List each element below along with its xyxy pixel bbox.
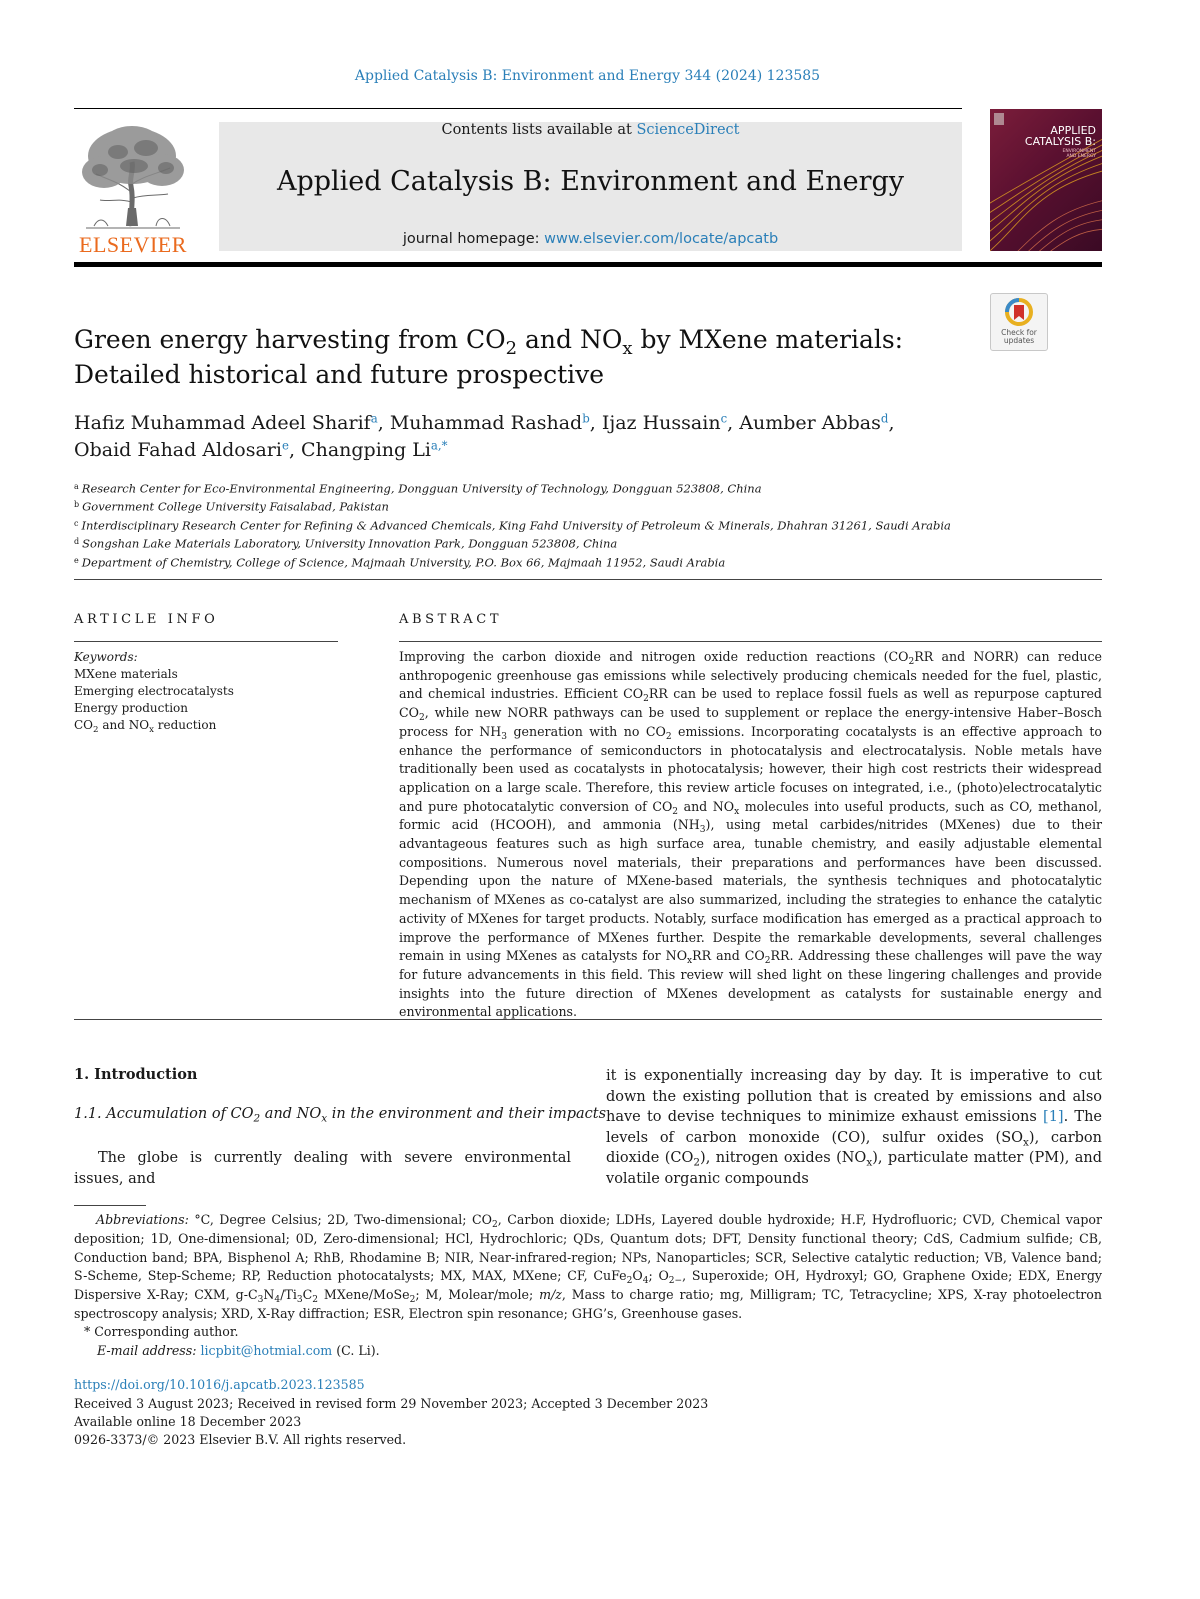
author-name: Hafiz Muhammad Adeel Sharif bbox=[74, 412, 371, 434]
abbr-part: MXene/MoSe bbox=[318, 1287, 410, 1303]
abbr-part: ; M, Molear/mole; bbox=[415, 1287, 540, 1303]
abbr-part: , Superoxide; OH, Hydroxyl; GO, Graphene Oxide; EDX, Energy Dispersive X-Ray; CXM, g-C bbox=[74, 1268, 1102, 1303]
contents-prefix: Contents lists available at bbox=[441, 122, 637, 138]
affiliation-text: Interdisciplinary Research Center for Refining & Advanced Chemicals, King Fahd University of Petroleum & Minerals, Dhahran 31261, Saudi Arabia bbox=[81, 518, 951, 533]
abbr-part: °C, Degree Celsius; 2D, Two-dimensional; CO bbox=[188, 1212, 492, 1227]
abstract-part: RR and NORR) can reduce anthropogenic greenhouse gas emissions while selectively producing chemicals needed for the fuel, plastic, and chemical industries. Efficient CO bbox=[399, 649, 1102, 702]
abstract-subscript: 2 bbox=[643, 694, 649, 705]
abbr-part: , Carbon dioxide; LDHs, Layered double hydroxide; H.F, Hydrofluoric; CVD, Chemical vapor deposition; 1D, One-dimensional; 0D, Zero-dimensional; HCl, Hydrochloric; QDs, Quantum dots; DFT, Density functional theory; CdS, Cadmium sulfide; CB, Conduction band; BPA, Bisphenol A; RhB, Rhodamine B; NIR, Near-infrared-region; NPs, Nanoparticles; SCR, Selective catalytic reduction; VB, Valence band; S-Scheme, Step-Scheme; RP, Reduction photocatalysts; MX, MAX, MXene; CF, CuFe bbox=[74, 1212, 1103, 1284]
abbreviations-label: Abbreviations: bbox=[96, 1212, 189, 1227]
affiliation-label: a bbox=[74, 482, 79, 491]
abstract-heading: ABSTRACT bbox=[399, 612, 503, 627]
abstract-part: RR and CO bbox=[692, 948, 765, 964]
keyword-part: CO bbox=[74, 718, 94, 732]
affiliation-item bbox=[74, 497, 1074, 515]
affiliation-text: Songshan Lake Materials Laboratory, University Innovation Park, Dongguan 523808, China bbox=[82, 536, 618, 551]
abbr-subscript: 2 bbox=[626, 1276, 633, 1287]
affiliation-text: Government College University Faisalabad, Pakistan bbox=[82, 499, 389, 514]
abbr-part: m/z bbox=[539, 1287, 562, 1303]
homepage-prefix: journal homepage: bbox=[402, 231, 545, 247]
intro-part: ), nitrogen oxides (NO bbox=[700, 1150, 867, 1167]
check-updates-icon bbox=[1005, 298, 1033, 328]
abstract-subscript: 2 bbox=[665, 731, 672, 742]
title-subscript: x bbox=[622, 337, 633, 359]
keywords-label: Keywords: bbox=[74, 650, 138, 664]
affiliation-link[interactable]: e bbox=[281, 438, 289, 453]
intro-part: ), carbon dioxide (CO bbox=[606, 1129, 1102, 1167]
corresponding-author-note: * Corresponding author. bbox=[84, 1324, 239, 1339]
affiliation-item bbox=[74, 534, 1074, 552]
journal-title: Applied Catalysis B: Environment and Energy bbox=[276, 166, 905, 197]
intro-part: . The levels of carbon monoxide (CO), sulfur oxides (SO bbox=[606, 1109, 1103, 1146]
author-separator: , bbox=[288, 439, 302, 461]
affiliation-label: e bbox=[74, 555, 79, 565]
author-separator: , bbox=[589, 412, 602, 434]
title-part: by MXene materials: Detailed historical and future prospective bbox=[74, 325, 904, 389]
abbr-part: , Mass to charge ratio; mg, Milligram; TC, Tetracycline; XPS, X-ray photoelectron spectroscopy analysis; XRD, X-Ray diffraction; ESR, Electron spin resonance; GHG’s, Greenhouse gases. bbox=[74, 1287, 1102, 1321]
author-name: Changping Li bbox=[301, 439, 431, 461]
subheading-part: 1.1. Accumulation of CO bbox=[74, 1106, 254, 1122]
affiliation-label: d bbox=[74, 537, 80, 547]
abstract-subscript: 2 bbox=[418, 713, 425, 723]
abstract-part: emissions. Incorporating cocatalysts is an effective approach to enhance the performance of semiconductors in photocatalysis and electrocatalysis. Noble metals have traditionally been used as cocatalysts in photocatalysis; however, their high cost restricts their widespread application on a large scale. Therefore, this review article focuses on integrated, i.e., (photo)electrocatalytic and pure photocatalytic conversion of CO bbox=[399, 723, 1102, 814]
elsevier-wordmark: ELSEVIER bbox=[79, 232, 187, 257]
affiliation-link[interactable]: b bbox=[582, 411, 590, 426]
abstract-subscript: x bbox=[734, 806, 740, 817]
title-part: Green energy harvesting from CO bbox=[74, 325, 506, 354]
subheading-subscript: x bbox=[321, 1112, 328, 1125]
abbr-subscript: 2 bbox=[492, 1219, 498, 1230]
running-head[interactable]: Applied Catalysis B: Environment and Energy 344 (2024) 123585 bbox=[354, 68, 821, 84]
header-thick-rule bbox=[74, 262, 1102, 267]
subheading-part: in the environment and their impacts bbox=[327, 1106, 607, 1122]
abbr-subscript: 3 bbox=[296, 1295, 303, 1306]
abbr-subscript: 3 bbox=[257, 1295, 264, 1306]
intro-subscript: x bbox=[866, 1156, 873, 1169]
subsection-heading bbox=[74, 1106, 607, 1125]
intro-paragraph-left: The globe is currently dealing with severe environmental issues, and bbox=[74, 1150, 571, 1187]
keyword-item bbox=[74, 717, 344, 734]
check-updates-label bbox=[991, 329, 1047, 345]
article-info-heading: ARTICLE INFO bbox=[74, 612, 219, 627]
affiliation-text: Department of Chemistry, College of Science, Majmaah University, P.O. Box 66, Majmaah 11952, Saudi Arabia bbox=[81, 555, 726, 570]
email-line bbox=[97, 1343, 380, 1358]
intro-part: ), particulate matter (PM), and volatile organic compounds bbox=[606, 1150, 1102, 1187]
cover-title-line-2: CATALYSIS B: bbox=[1024, 135, 1096, 148]
keyword-part: reduction bbox=[153, 718, 217, 732]
cover-title bbox=[996, 125, 1096, 147]
affiliation-link[interactable]: a,* bbox=[430, 438, 448, 453]
homepage-link[interactable]: www.elsevier.com/locate/apcatb bbox=[544, 231, 779, 247]
author-separator: , bbox=[888, 412, 895, 434]
abbr-subscript: 4 bbox=[274, 1295, 281, 1306]
affiliation-link[interactable]: c bbox=[720, 411, 728, 426]
abstract-part: and NO bbox=[678, 798, 735, 814]
affiliation-text: Research Center for Eco-Environmental Engineering, Dongguan University of Technology, Dongguan 523808, China bbox=[81, 481, 762, 496]
abstract-part: molecules into useful products, such as CO, methanol, formic acid (HCOOH), and ammonia (NH bbox=[399, 798, 1102, 833]
cover-subtitle-line-1: ENVIRONMENT bbox=[1062, 149, 1096, 154]
abstract-end-rule bbox=[74, 1019, 1102, 1020]
reference-link[interactable]: [1] bbox=[1043, 1109, 1064, 1126]
copyright-line: 0926-3373/© 2023 Elsevier B.V. All rights reserved. bbox=[74, 1432, 407, 1447]
abstract-part: RR can be used to replace fossil fuels as well as repurpose captured CO bbox=[399, 686, 1102, 721]
keyword-subscript: 2 bbox=[93, 724, 99, 735]
affiliation-item bbox=[74, 516, 1074, 534]
cover-subtitle-line-2: AND ENERGY bbox=[1066, 154, 1096, 159]
email-suffix: (C. Li). bbox=[332, 1343, 380, 1358]
affiliation-label: c bbox=[74, 518, 79, 528]
email-label: E-mail address: bbox=[97, 1343, 197, 1358]
section-heading-introduction: 1. Introduction bbox=[74, 1066, 198, 1083]
check-for-updates-badge[interactable] bbox=[990, 293, 1048, 351]
affiliations-rule bbox=[74, 579, 1102, 580]
journal-cover[interactable] bbox=[990, 109, 1102, 251]
abbr-subscript: 2 bbox=[312, 1295, 319, 1306]
abstract-part: RR. Addressing these challenges will pave the way for future advancements in this field. This review will shed light on these lingering challenges and provide insights into the future direction of MXenes development as catalysts for sustainable energy and environmental applications. bbox=[399, 948, 1102, 1020]
subheading-part: and NO bbox=[260, 1106, 322, 1122]
article-info-rule bbox=[74, 641, 338, 642]
abbr-part: ; O bbox=[648, 1268, 669, 1284]
author-name: Aumber Abbas bbox=[739, 412, 881, 434]
abstract-subscript: 2 bbox=[908, 656, 915, 667]
abbr-subscript: 4 bbox=[642, 1276, 649, 1287]
abbr-part: /Ti bbox=[280, 1287, 297, 1303]
affiliations bbox=[74, 479, 1074, 571]
title-subscript: 2 bbox=[505, 337, 518, 359]
keyword-subscript: x bbox=[149, 724, 154, 735]
abbr-subscript: 2 bbox=[409, 1295, 416, 1306]
author-list bbox=[74, 410, 1034, 464]
affiliation-link[interactable]: a bbox=[370, 411, 378, 426]
author-separator: , bbox=[377, 412, 390, 434]
abstract-subscript: x bbox=[687, 956, 693, 967]
affiliation-item bbox=[74, 479, 1074, 497]
check-updates-line-2: updates bbox=[1003, 336, 1035, 345]
intro-paragraph-right bbox=[606, 1066, 1102, 1190]
keyword-item: Energy production bbox=[74, 701, 188, 715]
cover-subtitle bbox=[1063, 149, 1097, 159]
abstract-rule bbox=[399, 641, 1102, 642]
title-part: and NO bbox=[517, 325, 623, 354]
author-separator: , bbox=[727, 412, 740, 434]
abstract-part: , while new NORR pathways can be used to supplement or replace the energy-intensive Haber–Bosch process for NH bbox=[399, 705, 1102, 739]
footnote-rule bbox=[74, 1205, 146, 1206]
keyword-item: Emerging electrocatalysts bbox=[74, 684, 234, 698]
contents-line bbox=[219, 122, 962, 138]
cover-title-line-1: APPLIED bbox=[1050, 124, 1096, 137]
abbr-part: C bbox=[302, 1287, 313, 1303]
keywords-block bbox=[74, 649, 344, 734]
check-updates-line-1: Check for bbox=[1001, 328, 1037, 337]
doi-link[interactable]: https://doi.org/10.1016/j.apcatb.2023.123585 bbox=[74, 1377, 365, 1392]
abstract-subscript: 2 bbox=[764, 956, 771, 967]
abbr-subscript: 2− bbox=[668, 1276, 683, 1287]
abstract-subscript: 2 bbox=[672, 806, 679, 817]
email-link[interactable]: licpbit@hotmial.com bbox=[200, 1343, 333, 1358]
keyword-part: and NO bbox=[98, 718, 150, 732]
abstract-part: generation with no CO bbox=[507, 723, 666, 739]
abstract-part: ), using metal carbides/nitrides (MXenes) due to their advantageous features such as high surface area, tunable chemistry, and easily adjustable elemental compositions. Numerous novel materials, their preparations and performances have been discussed. Depending upon the nature of MXene-based materials, the synthesis techniques and photocatalytic mechanism of MXenes as co-catalyst are also summarized, including the strategies to enhance the catalytic activity of MXenes for target products. Notably, surface modification has emerged as a practical approach to improve the performance of MXenes further. Despite the remarkable developments, several challenges remain in using MXenes as catalysts for NO bbox=[399, 817, 1102, 964]
affiliation-link[interactable]: d bbox=[880, 411, 889, 426]
abbr-part: N bbox=[263, 1287, 275, 1303]
author-name: Ijaz Hussain bbox=[601, 412, 721, 434]
header-rule bbox=[74, 108, 962, 109]
abstract-part: Improving the carbon dioxide and nitrogen oxide reduction reactions (CO bbox=[399, 649, 909, 664]
intro-subscript: 2 bbox=[693, 1156, 701, 1169]
abbreviations-footnote bbox=[74, 1211, 1102, 1324]
keyword-item: MXene materials bbox=[74, 667, 178, 681]
received-dates: Received 3 August 2023; Received in revised form 29 November 2023; Accepted 3 December 2023 bbox=[74, 1396, 709, 1411]
article-title bbox=[74, 322, 974, 392]
author-name: Muhammad Rashad bbox=[389, 412, 583, 434]
intro-part: it is exponentially increasing day by day. It is imperative to cut down the existing pollution that is created by emissions and also have to devise techniques to minimize exhaust emissions bbox=[606, 1068, 1102, 1126]
affiliation-item bbox=[74, 553, 1074, 571]
homepage-line bbox=[219, 231, 962, 247]
author-name: Obaid Fahad Aldosari bbox=[74, 439, 282, 461]
abbr-part: O bbox=[632, 1268, 643, 1284]
abstract-subscript: 3 bbox=[501, 731, 508, 742]
subheading-subscript: 2 bbox=[253, 1112, 261, 1125]
abstract-subscript: 3 bbox=[699, 825, 706, 836]
sciencedirect-link[interactable]: ScienceDirect bbox=[636, 122, 740, 138]
available-online: Available online 18 December 2023 bbox=[74, 1414, 302, 1429]
intro-subscript: x bbox=[1023, 1136, 1029, 1149]
affiliation-label: b bbox=[74, 500, 80, 510]
abstract-text bbox=[399, 648, 1102, 1022]
